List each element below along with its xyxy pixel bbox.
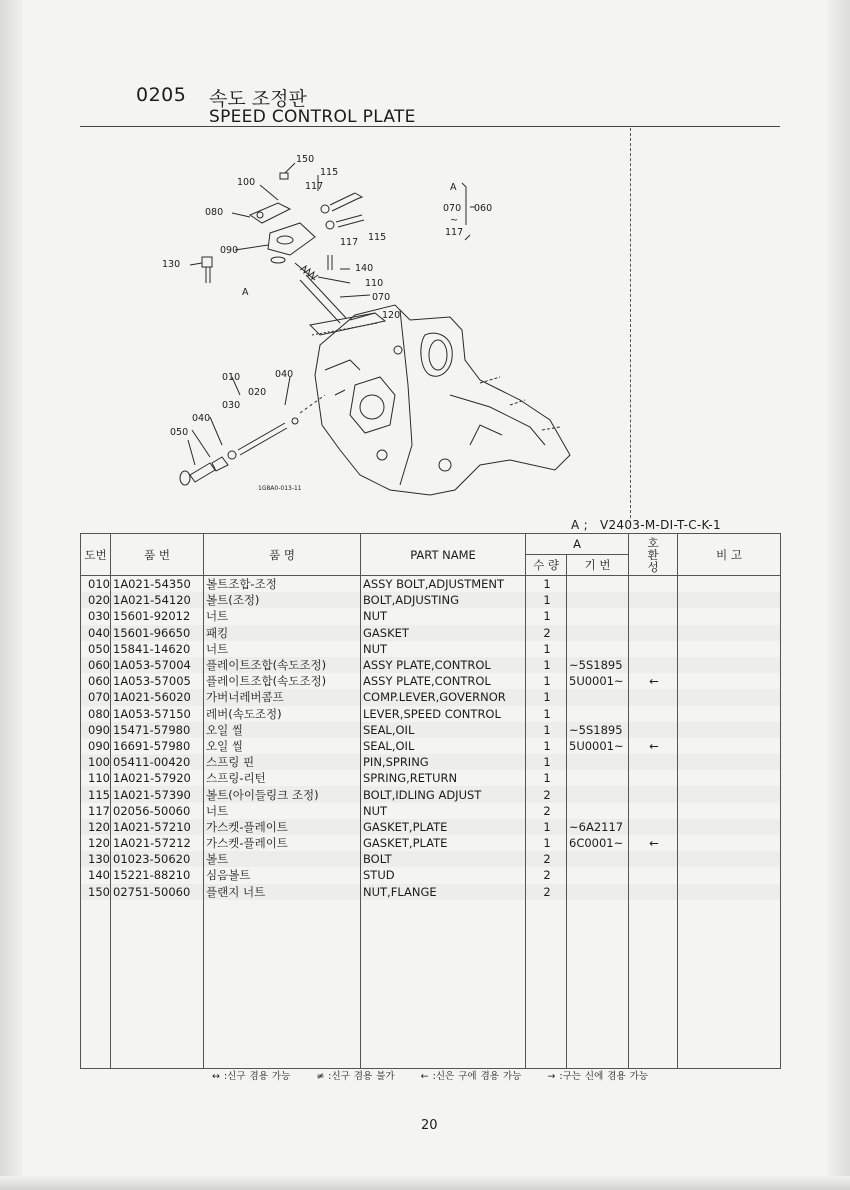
legend-item: ↔ :신구 겸용 가능 bbox=[212, 1071, 291, 1082]
remarks-cell bbox=[678, 770, 781, 786]
part-no-cell: 1A021-57920 bbox=[111, 770, 204, 786]
qty-cell: 1 bbox=[526, 819, 567, 835]
serial-cell: ~5S1895 bbox=[567, 722, 629, 738]
interchange-cell bbox=[629, 706, 678, 722]
part-no-cell: 15601-96650 bbox=[111, 625, 204, 641]
part-no-cell: 16691-57980 bbox=[111, 738, 204, 754]
interchange-cell bbox=[629, 608, 678, 624]
part-name-cell: BOLT,IDLING ADJUST bbox=[361, 786, 526, 802]
interchange-cell bbox=[629, 884, 678, 900]
svg-text:140: 140 bbox=[355, 263, 374, 274]
scan-shadow-left bbox=[0, 0, 22, 1190]
empty-cell bbox=[526, 900, 567, 1069]
part-no-cell: 1A021-57212 bbox=[111, 835, 204, 851]
header-group-a: A bbox=[526, 534, 629, 555]
page-number: 20 bbox=[421, 1118, 438, 1133]
svg-text:A: A bbox=[242, 287, 249, 298]
remarks-cell bbox=[678, 625, 781, 641]
model-note-text: V2403-M-DI-T-C-K-1 bbox=[599, 518, 721, 532]
empty-cell bbox=[204, 900, 361, 1069]
part-no-cell: 1A021-57210 bbox=[111, 819, 204, 835]
table-row bbox=[81, 884, 781, 900]
ref-no-cell: 140 bbox=[81, 867, 111, 883]
svg-text:100: 100 bbox=[237, 177, 256, 188]
remarks-cell bbox=[678, 835, 781, 851]
interchange-cell bbox=[629, 576, 678, 593]
svg-text:120: 120 bbox=[382, 310, 401, 321]
serial-cell bbox=[567, 576, 629, 593]
parts-table-body bbox=[81, 576, 781, 1069]
part-name-cell: NUT,FLANGE bbox=[361, 884, 526, 900]
part-name-cell: GASKET,PLATE bbox=[361, 835, 526, 851]
serial-cell bbox=[567, 867, 629, 883]
title-underline bbox=[80, 126, 780, 127]
remarks-cell bbox=[678, 754, 781, 770]
table-empty-space bbox=[81, 900, 781, 1069]
svg-text:117: 117 bbox=[305, 181, 324, 192]
empty-cell bbox=[111, 900, 204, 1069]
part-name-ko-cell: 가버너레버콤프 bbox=[204, 689, 361, 705]
qty-cell: 1 bbox=[526, 576, 567, 593]
header-remarks: 비 고 bbox=[678, 534, 781, 576]
part-name-ko-cell: 오일 씰 bbox=[204, 738, 361, 754]
ref-no-cell: 040 bbox=[81, 625, 111, 641]
part-name-ko-cell: 너트 bbox=[204, 608, 361, 624]
interchange-cell bbox=[629, 851, 678, 867]
part-name-cell: COMP.LEVER,GOVERNOR bbox=[361, 689, 526, 705]
interchange-cell bbox=[629, 657, 678, 673]
remarks-cell bbox=[678, 608, 781, 624]
svg-text:050: 050 bbox=[170, 427, 189, 438]
part-name-cell: BOLT,ADJUSTING bbox=[361, 592, 526, 608]
part-name-cell: ASSY PLATE,CONTROL bbox=[361, 657, 526, 673]
qty-cell: 1 bbox=[526, 722, 567, 738]
remarks-cell bbox=[678, 706, 781, 722]
header-part-name: PART NAME bbox=[361, 534, 526, 576]
qty-cell: 2 bbox=[526, 625, 567, 641]
svg-text:115: 115 bbox=[368, 232, 387, 243]
qty-cell: 2 bbox=[526, 803, 567, 819]
remarks-cell bbox=[678, 673, 781, 689]
svg-text:090: 090 bbox=[220, 245, 239, 256]
serial-cell: 5U0001~ bbox=[567, 738, 629, 754]
header-part-name-ko: 품 명 bbox=[204, 534, 361, 576]
header-interchangeability: 호 환 성 bbox=[629, 534, 678, 576]
interchange-cell bbox=[629, 641, 678, 657]
remarks-cell bbox=[678, 641, 781, 657]
table-row bbox=[81, 673, 781, 689]
part-name-cell: NUT bbox=[361, 803, 526, 819]
header-ref-no: 도번 bbox=[81, 534, 111, 576]
table-row bbox=[81, 770, 781, 786]
part-no-cell: 1A021-54350 bbox=[111, 576, 204, 593]
part-name-ko-cell: 레버(속도조정) bbox=[204, 706, 361, 722]
legend-item: ≠ :신구 겸용 불가 bbox=[316, 1071, 395, 1082]
header-part-no: 품 번 bbox=[111, 534, 204, 576]
interchange-cell bbox=[629, 786, 678, 802]
ref-no-cell: 010 bbox=[81, 576, 111, 593]
model-note bbox=[571, 518, 721, 532]
legend-item: ← :신은 구에 겸용 가능 bbox=[420, 1071, 522, 1082]
ref-no-cell: 030 bbox=[81, 608, 111, 624]
ref-no-cell: 060 bbox=[81, 657, 111, 673]
qty-cell: 1 bbox=[526, 673, 567, 689]
part-name-cell: ASSY BOLT,ADJUSTMENT bbox=[361, 576, 526, 593]
qty-cell: 1 bbox=[526, 738, 567, 754]
table-row bbox=[81, 867, 781, 883]
qty-cell: 2 bbox=[526, 786, 567, 802]
interchange-cell bbox=[629, 722, 678, 738]
interchange-cell: ← bbox=[629, 673, 678, 689]
ref-no-cell: 090 bbox=[81, 722, 111, 738]
remarks-cell bbox=[678, 803, 781, 819]
exploded-parts-diagram bbox=[150, 145, 580, 505]
parts-table bbox=[80, 533, 781, 1069]
serial-cell bbox=[567, 786, 629, 802]
part-name-cell: BOLT bbox=[361, 851, 526, 867]
ref-no-cell: 020 bbox=[81, 592, 111, 608]
part-no-cell: 05411-00420 bbox=[111, 754, 204, 770]
qty-cell: 1 bbox=[526, 770, 567, 786]
svg-text:115: 115 bbox=[320, 167, 339, 178]
serial-cell bbox=[567, 884, 629, 900]
scan-shadow-bottom bbox=[0, 1176, 850, 1190]
part-no-cell: 15601-92012 bbox=[111, 608, 204, 624]
serial-cell: ~6A2117 bbox=[567, 819, 629, 835]
svg-text:010: 010 bbox=[222, 372, 241, 383]
table-row bbox=[81, 608, 781, 624]
svg-text:040: 040 bbox=[192, 413, 211, 424]
ref-no-cell: 130 bbox=[81, 851, 111, 867]
svg-text:070: 070 bbox=[443, 203, 462, 214]
table-row bbox=[81, 576, 781, 593]
section-title-korean: 속도 조정판 bbox=[209, 88, 307, 110]
serial-cell: 6C0001~ bbox=[567, 835, 629, 851]
remarks-cell bbox=[678, 786, 781, 802]
part-name-ko-cell: 볼트 bbox=[204, 851, 361, 867]
part-name-cell: LEVER,SPEED CONTROL bbox=[361, 706, 526, 722]
ref-no-cell: 050 bbox=[81, 641, 111, 657]
empty-cell bbox=[629, 900, 678, 1069]
svg-text:030: 030 bbox=[222, 400, 241, 411]
ref-no-cell: 150 bbox=[81, 884, 111, 900]
ref-no-cell: 115 bbox=[81, 786, 111, 802]
table-row bbox=[81, 803, 781, 819]
serial-cell bbox=[567, 754, 629, 770]
qty-cell: 1 bbox=[526, 641, 567, 657]
table-row bbox=[81, 786, 781, 802]
table-row bbox=[81, 689, 781, 705]
remarks-cell bbox=[678, 851, 781, 867]
model-note-label: A ; bbox=[571, 518, 588, 532]
part-no-cell: 15221-88210 bbox=[111, 867, 204, 883]
part-no-cell: 1A053-57004 bbox=[111, 657, 204, 673]
remarks-cell bbox=[678, 867, 781, 883]
svg-text:060: 060 bbox=[474, 203, 493, 214]
remarks-cell bbox=[678, 657, 781, 673]
ref-no-cell: 110 bbox=[81, 770, 111, 786]
qty-cell: 1 bbox=[526, 689, 567, 705]
interchange-cell bbox=[629, 770, 678, 786]
part-name-ko-cell: 스프링 핀 bbox=[204, 754, 361, 770]
part-no-cell: 1A053-57005 bbox=[111, 673, 204, 689]
table-row bbox=[81, 657, 781, 673]
interchange-cell bbox=[629, 625, 678, 641]
part-name-ko-cell: 패킹 bbox=[204, 625, 361, 641]
interchange-cell bbox=[629, 867, 678, 883]
part-no-cell: 1A053-57150 bbox=[111, 706, 204, 722]
svg-text:150: 150 bbox=[296, 154, 315, 165]
interchange-cell bbox=[629, 803, 678, 819]
qty-cell: 1 bbox=[526, 754, 567, 770]
svg-text:117: 117 bbox=[445, 227, 464, 238]
interchange-cell: ← bbox=[629, 835, 678, 851]
svg-text:110: 110 bbox=[365, 278, 384, 289]
svg-text:040: 040 bbox=[275, 369, 294, 380]
part-name-ko-cell: 볼트(조정) bbox=[204, 592, 361, 608]
remarks-cell bbox=[678, 738, 781, 754]
serial-cell bbox=[567, 706, 629, 722]
part-name-ko-cell: 가스켓-플레이트 bbox=[204, 835, 361, 851]
header-qty: 수 량 bbox=[526, 555, 567, 576]
interchange-cell bbox=[629, 592, 678, 608]
remarks-cell bbox=[678, 819, 781, 835]
part-name-ko-cell: 플레이트조합(속도조정) bbox=[204, 657, 361, 673]
part-name-cell: ASSY PLATE,CONTROL bbox=[361, 673, 526, 689]
svg-text:A: A bbox=[450, 182, 457, 193]
serial-cell bbox=[567, 689, 629, 705]
qty-cell: 2 bbox=[526, 851, 567, 867]
table-row bbox=[81, 706, 781, 722]
part-name-cell: GASKET bbox=[361, 625, 526, 641]
part-name-ko-cell: 오일 씰 bbox=[204, 722, 361, 738]
ref-no-cell: 090 bbox=[81, 738, 111, 754]
serial-cell bbox=[567, 608, 629, 624]
serial-cell bbox=[567, 803, 629, 819]
ref-no-cell: 120 bbox=[81, 835, 111, 851]
scan-shadow-right bbox=[828, 0, 850, 1190]
part-no-cell: 02751-50060 bbox=[111, 884, 204, 900]
empty-cell bbox=[361, 900, 526, 1069]
ref-no-cell: 060 bbox=[81, 673, 111, 689]
table-row bbox=[81, 754, 781, 770]
serial-cell bbox=[567, 592, 629, 608]
ref-no-cell: 120 bbox=[81, 819, 111, 835]
serial-cell bbox=[567, 770, 629, 786]
svg-text:117: 117 bbox=[340, 237, 359, 248]
svg-text:~: ~ bbox=[450, 215, 458, 226]
serial-cell: ~5S1895 bbox=[567, 657, 629, 673]
ref-no-cell: 100 bbox=[81, 754, 111, 770]
interchange-legend bbox=[212, 1068, 670, 1082]
serial-cell: 5U0001~ bbox=[567, 673, 629, 689]
serial-cell bbox=[567, 625, 629, 641]
table-row bbox=[81, 738, 781, 754]
empty-cell bbox=[81, 900, 111, 1069]
interchange-cell: ← bbox=[629, 738, 678, 754]
remarks-cell bbox=[678, 689, 781, 705]
part-name-ko-cell: 스프링-리턴 bbox=[204, 770, 361, 786]
remarks-cell bbox=[678, 722, 781, 738]
part-no-cell: 02056-50060 bbox=[111, 803, 204, 819]
part-name-cell: PIN,SPRING bbox=[361, 754, 526, 770]
part-name-ko-cell: 심음볼트 bbox=[204, 867, 361, 883]
part-name-cell: SPRING,RETURN bbox=[361, 770, 526, 786]
qty-cell: 2 bbox=[526, 884, 567, 900]
serial-cell bbox=[567, 851, 629, 867]
table-row bbox=[81, 851, 781, 867]
legend-item: → :구는 신에 겸용 가능 bbox=[547, 1071, 648, 1082]
qty-cell: 1 bbox=[526, 835, 567, 851]
empty-cell bbox=[678, 900, 781, 1069]
svg-text:080: 080 bbox=[205, 207, 224, 218]
empty-cell bbox=[567, 900, 629, 1069]
ref-no-cell: 080 bbox=[81, 706, 111, 722]
ref-no-cell: 117 bbox=[81, 803, 111, 819]
table-row bbox=[81, 819, 781, 835]
part-name-ko-cell: 너트 bbox=[204, 803, 361, 819]
part-name-ko-cell: 볼트(아이들링크 조정) bbox=[204, 786, 361, 802]
part-name-ko-cell: 플랜지 너트 bbox=[204, 884, 361, 900]
diagram-divider bbox=[630, 128, 631, 518]
svg-text:130: 130 bbox=[162, 259, 181, 270]
qty-cell: 2 bbox=[526, 867, 567, 883]
part-no-cell: 1A021-56020 bbox=[111, 689, 204, 705]
header-serial: 기 번 bbox=[567, 555, 629, 576]
part-name-ko-cell: 플레이트조합(속도조정) bbox=[204, 673, 361, 689]
part-name-cell: SEAL,OIL bbox=[361, 722, 526, 738]
part-name-ko-cell: 너트 bbox=[204, 641, 361, 657]
serial-cell bbox=[567, 641, 629, 657]
part-no-cell: 1A021-57390 bbox=[111, 786, 204, 802]
qty-cell: 1 bbox=[526, 608, 567, 624]
ref-no-cell: 070 bbox=[81, 689, 111, 705]
remarks-cell bbox=[678, 884, 781, 900]
part-no-cell: 15471-57980 bbox=[111, 722, 204, 738]
part-no-cell: 1A021-54120 bbox=[111, 592, 204, 608]
section-title-english: SPEED CONTROL PLATE bbox=[209, 107, 416, 127]
section-code: 0205 bbox=[136, 84, 187, 106]
remarks-cell bbox=[678, 592, 781, 608]
table-row bbox=[81, 722, 781, 738]
part-name-cell: NUT bbox=[361, 608, 526, 624]
qty-cell: 1 bbox=[526, 657, 567, 673]
interchange-cell bbox=[629, 819, 678, 835]
part-name-cell: SEAL,OIL bbox=[361, 738, 526, 754]
part-name-cell: NUT bbox=[361, 641, 526, 657]
part-name-ko-cell: 볼트조합-조정 bbox=[204, 576, 361, 593]
remarks-cell bbox=[678, 576, 781, 593]
qty-cell: 1 bbox=[526, 706, 567, 722]
interchange-cell bbox=[629, 689, 678, 705]
svg-text:1G8A0-013-11: 1G8A0-013-11 bbox=[258, 485, 302, 492]
part-name-cell: GASKET,PLATE bbox=[361, 819, 526, 835]
interchange-cell bbox=[629, 754, 678, 770]
table-row bbox=[81, 641, 781, 657]
svg-text:020: 020 bbox=[248, 387, 267, 398]
table-row bbox=[81, 592, 781, 608]
table-row bbox=[81, 625, 781, 641]
part-no-cell: 01023-50620 bbox=[111, 851, 204, 867]
part-no-cell: 15841-14620 bbox=[111, 641, 204, 657]
qty-cell: 1 bbox=[526, 592, 567, 608]
part-name-ko-cell: 가스켓-플레이트 bbox=[204, 819, 361, 835]
svg-text:070: 070 bbox=[372, 292, 391, 303]
part-name-cell: STUD bbox=[361, 867, 526, 883]
table-row bbox=[81, 835, 781, 851]
